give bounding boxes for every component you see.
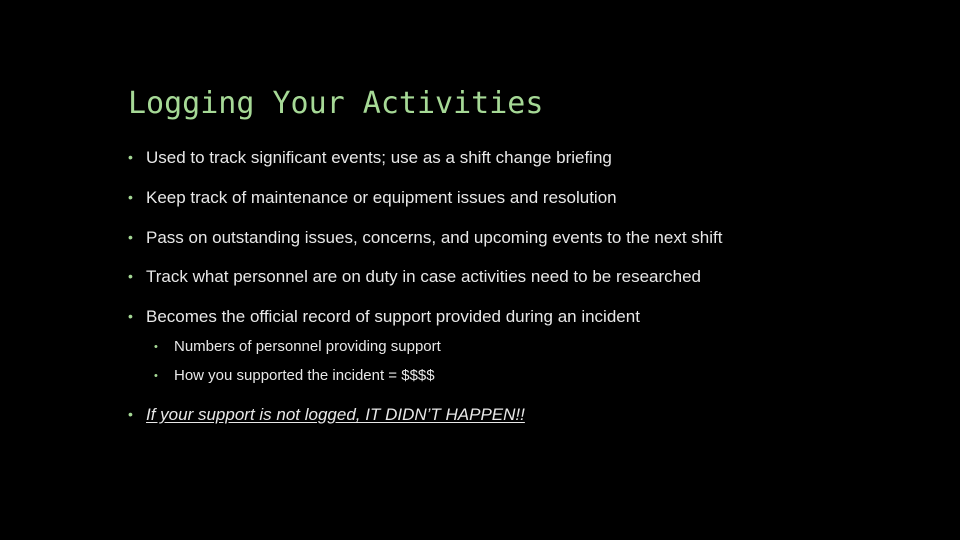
- slide-title: Logging Your Activities: [128, 86, 544, 121]
- sub-bullet-text: Numbers of personnel providing support: [174, 338, 441, 355]
- bullet-text: Keep track of maintenance or equipment issues and resolution: [146, 188, 617, 207]
- bullet-item: [128, 146, 612, 169]
- sub-bullet-item: [154, 366, 435, 386]
- bullet-item: [128, 305, 640, 328]
- sub-bullet-item: [154, 337, 441, 357]
- bullet-text: Becomes the official record of support provided during an incident: [146, 307, 640, 326]
- bullet-dot-icon: •: [128, 308, 133, 324]
- emphasis-text: If your support is not logged, IT DIDN’T HAPPEN!!: [146, 405, 525, 424]
- bullet-dot-icon: •: [128, 268, 133, 284]
- bullet-item: [128, 226, 722, 249]
- bullet-dot-icon: •: [128, 406, 133, 422]
- sub-bullet-text: How you supported the incident = $$$$: [174, 367, 435, 384]
- bullet-dot-icon: •: [128, 229, 133, 245]
- sub-bullet-dot-icon: •: [154, 341, 158, 353]
- bullet-text: Track what personnel are on duty in case activities need to be researched: [146, 267, 702, 286]
- bullet-item: [128, 265, 701, 288]
- bullet-item-emphasis: [128, 403, 525, 426]
- sub-bullet-dot-icon: •: [154, 370, 158, 382]
- bullet-list: [128, 0, 928, 540]
- bullet-item: [128, 186, 617, 209]
- bullet-text: Used to track significant events; use as a shift change briefing: [146, 148, 612, 167]
- bullet-text: Pass on outstanding issues, concerns, and upcoming events to the next shift: [146, 228, 723, 247]
- bullet-dot-icon: •: [128, 189, 133, 205]
- bullet-dot-icon: •: [128, 149, 133, 165]
